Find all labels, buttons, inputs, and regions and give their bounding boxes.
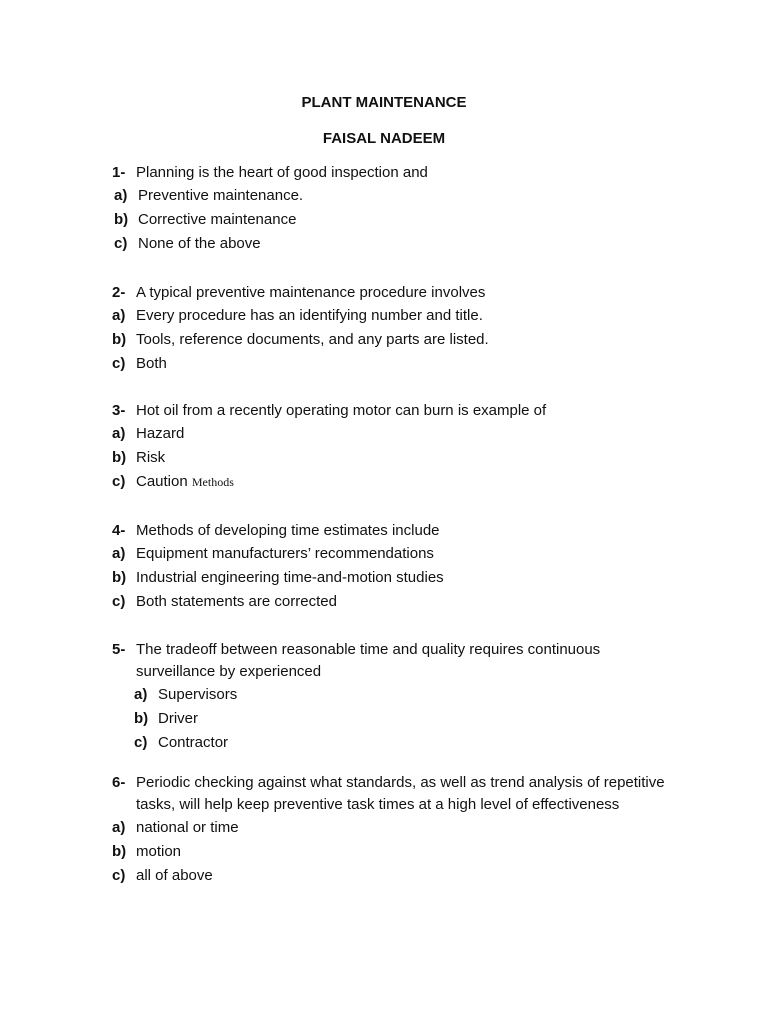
option-text: Driver	[158, 710, 198, 727]
option-a	[112, 422, 672, 446]
question-text: A typical preventive maintenance procedure involves	[136, 284, 486, 301]
option-label: a)	[114, 187, 128, 204]
option-c	[112, 352, 672, 376]
option-text: Equipment manufacturers’ recommendations	[136, 545, 434, 562]
option-a	[112, 542, 672, 566]
option-text: all of above	[136, 867, 213, 884]
option-c	[112, 470, 672, 494]
option-label: c)	[114, 235, 128, 252]
option-label: c)	[112, 867, 126, 884]
question-text: Methods of developing time estimates include	[136, 522, 440, 539]
option-a	[112, 683, 672, 707]
option-c	[112, 864, 672, 888]
option-c	[112, 590, 672, 614]
question-line	[112, 400, 672, 422]
option-text-wrap	[136, 470, 672, 494]
question-text: Planning is the heart of good inspection and	[136, 164, 428, 181]
option-text: national or time	[136, 819, 239, 836]
option-text: Both	[136, 355, 167, 372]
question-line	[112, 639, 672, 683]
question-line	[112, 772, 672, 816]
option-label: c)	[112, 593, 126, 610]
document-title: PLANT MAINTENANCE	[301, 94, 467, 111]
option-b	[112, 707, 672, 731]
option-label: c)	[112, 473, 126, 490]
question-number: 1-	[112, 164, 126, 181]
option-b	[112, 208, 672, 232]
question-number: 4-	[112, 522, 126, 539]
option-text: Supervisors	[158, 686, 238, 703]
option-text: Tools, reference documents, and any parts are listed.	[136, 331, 489, 348]
option-c	[112, 232, 672, 256]
option-text: Caution	[136, 473, 188, 490]
option-b	[112, 446, 672, 470]
question-number: 6-	[112, 774, 126, 791]
option-label: a)	[112, 819, 126, 836]
option-text: None of the above	[138, 235, 261, 252]
question-3	[112, 400, 672, 494]
option-label: b)	[112, 569, 127, 586]
option-text: Corrective maintenance	[138, 211, 297, 228]
option-text: Both statements are corrected	[136, 593, 337, 610]
option-label: a)	[134, 686, 148, 703]
question-5	[112, 639, 672, 755]
option-text: Risk	[136, 449, 166, 466]
option-b	[112, 840, 672, 864]
option-text: Hazard	[136, 425, 185, 442]
option-suffix: Methods	[191, 475, 234, 489]
question-number: 3-	[112, 402, 126, 419]
option-label: b)	[134, 710, 149, 727]
option-text: Contractor	[158, 734, 229, 751]
option-a	[112, 816, 672, 840]
option-text: motion	[136, 843, 182, 860]
option-label: b)	[112, 449, 127, 466]
option-label: b)	[114, 211, 129, 228]
option-text: Industrial engineering time-and-motion studies	[136, 569, 444, 586]
question-1	[112, 162, 672, 256]
option-text: Every procedure has an identifying number and title.	[136, 307, 483, 324]
question-number: 2-	[112, 284, 126, 301]
option-label: b)	[112, 331, 127, 348]
question-number: 5-	[112, 641, 126, 658]
option-label: a)	[112, 545, 126, 562]
option-a	[112, 184, 672, 208]
option-a	[112, 304, 672, 328]
question-text: The tradeoff between reasonable time and quality requires continuous surveillance by experienced	[136, 641, 601, 680]
option-label: c)	[134, 734, 148, 751]
option-label: b)	[112, 843, 127, 860]
option-c	[112, 731, 672, 755]
question-line	[112, 520, 672, 542]
document-author: FAISAL NADEEM	[322, 130, 446, 147]
option-b	[112, 566, 672, 590]
option-label: a)	[112, 425, 126, 442]
question-text: Hot oil from a recently operating motor can burn is example of	[136, 402, 547, 419]
question-line	[112, 162, 672, 184]
question-line	[112, 282, 672, 304]
option-label: a)	[112, 307, 126, 324]
question-4	[112, 520, 672, 614]
question-text: Periodic checking against what standards, as well as trend analysis of repetitive tasks, will help keep preventive task times at a high level of effectiveness	[136, 774, 665, 813]
option-b	[112, 328, 672, 352]
question-2	[112, 282, 672, 376]
question-6	[112, 772, 672, 888]
option-label: c)	[112, 355, 126, 372]
option-text: Preventive maintenance.	[138, 187, 304, 204]
